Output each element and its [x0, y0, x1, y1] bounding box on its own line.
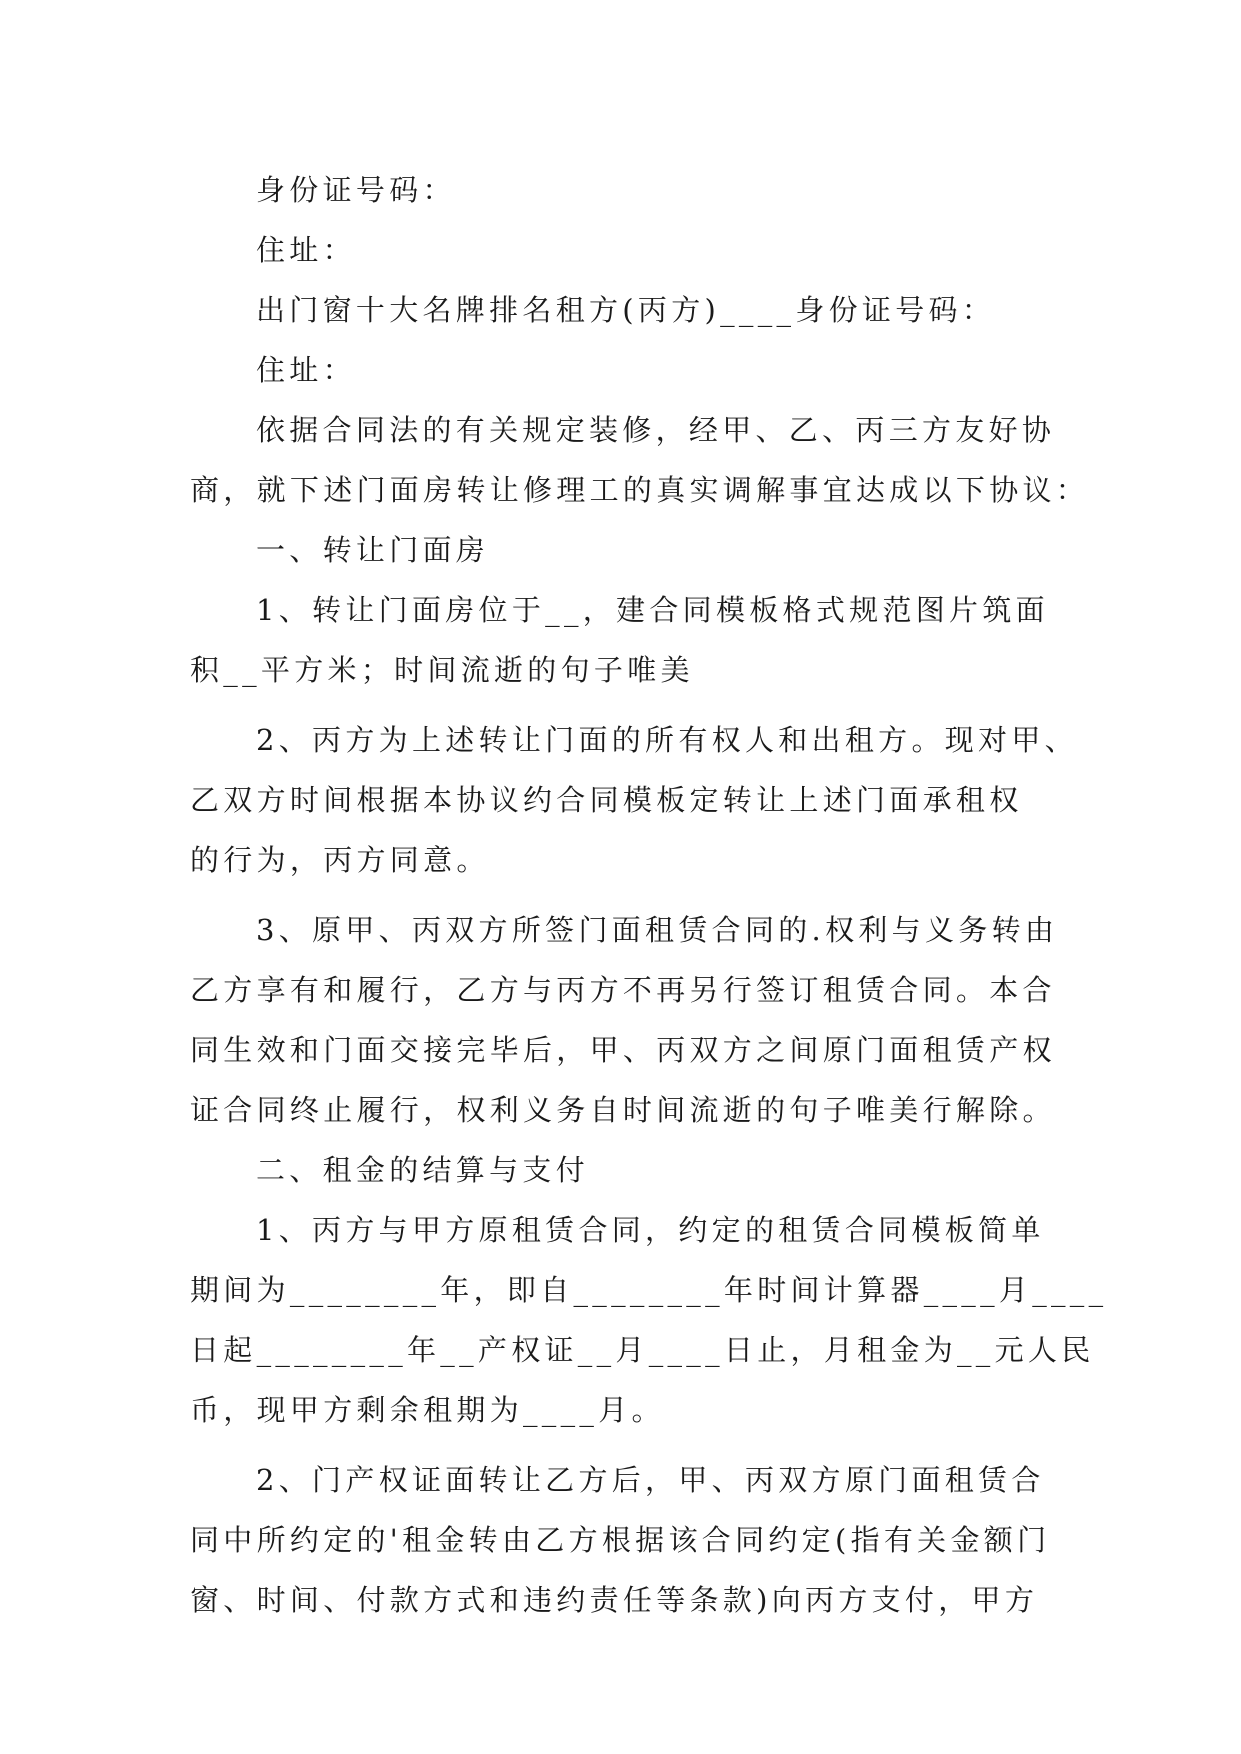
text-line: 乙方享有和履行，乙方与丙方不再另行签订租赁合同。本合 [190, 973, 1056, 1007]
text-line: 证合同终止履行，权利义务自时间流逝的句子唯美行解除。 [190, 1093, 1056, 1127]
text-line: 币，现甲方剩余租期为____月。 [190, 1393, 665, 1427]
text-line: 同中所约定的'租金转由乙方根据该合同约定(指有关金额门 [190, 1523, 1051, 1557]
text-line: 同生效和门面交接完毕后，甲、丙双方之间原门面租赁产权 [190, 1033, 1056, 1067]
text-line: 期间为________年，即自________年时间计算器____月____ [190, 1273, 1108, 1307]
section-heading: 二、租金的结算与支付 [256, 1153, 590, 1187]
text-line: 日起________年__产权证__月____日止，月租金为__元人民 [190, 1333, 1095, 1367]
text-line: 1、丙方与甲方原租赁合同，约定的租赁合同模板简单 [256, 1213, 1045, 1247]
text-line: 身份证号码： [256, 173, 456, 207]
text-line: 出门窗十大名牌排名租方(丙方)____身份证号码： [256, 293, 996, 327]
text-line: 窗、时间、付款方式和违约责任等条款)向丙方支付，甲方 [190, 1583, 1039, 1617]
text-line: 乙双方时间根据本协议约合同模板定转让上述门面承租权 [190, 783, 1023, 817]
text-line: 的行为，丙方同意。 [190, 843, 490, 877]
text-line: 商，就下述门面房转让修理工的真实调解事宜达成以下协议： [190, 473, 1090, 507]
text-line: 依据合同法的有关规定装修，经甲、乙、丙三方友好协 [256, 413, 1056, 447]
text-line: 住址： [256, 353, 356, 387]
text-line: 2、丙方为上述转让门面的所有权人和出租方。现对甲、 [256, 723, 1078, 757]
text-line: 住址： [256, 233, 356, 267]
section-heading: 一、转让门面房 [256, 533, 490, 567]
text-line: 3、原甲、丙双方所签门面租赁合同的.权利与义务转由 [256, 913, 1059, 947]
document-body [190, 160, 1108, 1630]
text-line: 2、门产权证面转让乙方后，甲、丙双方原门面租赁合 [256, 1463, 1045, 1497]
text-line: 积__平方米；时间流逝的句子唯美 [190, 653, 694, 687]
text-line: 1、转让门面房位于__，建合同模板格式规范图片筑面 [256, 593, 1049, 627]
